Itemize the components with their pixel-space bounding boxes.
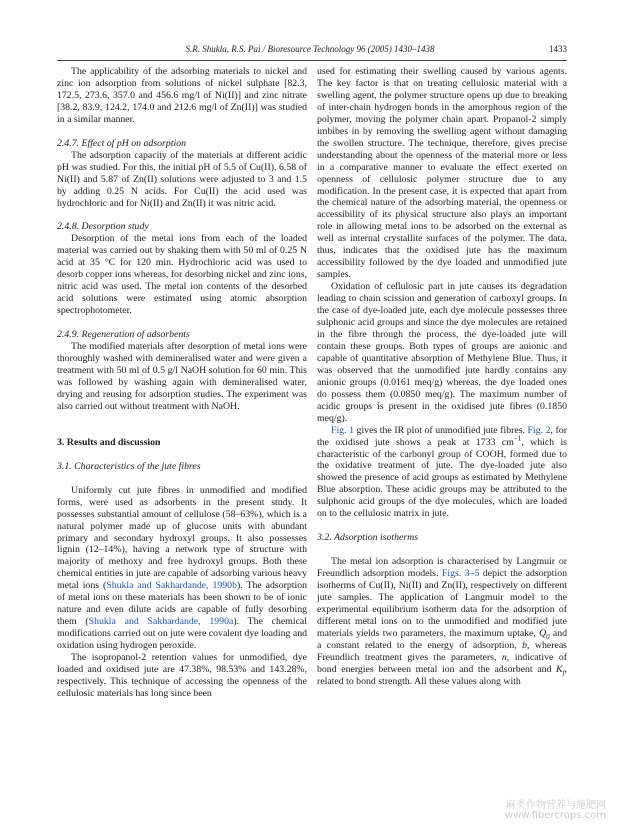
citation-link-shukla-1990a[interactable]: Shukla and Sakhardande, 1990a: [88, 616, 234, 628]
superscript-minus-one: −1: [513, 434, 522, 443]
citation-link-shukla-1990b[interactable]: Shukla and Sakhardande, 1990b: [106, 580, 237, 592]
heading-2-4-8: 2.4.8. Desorption study: [57, 221, 149, 233]
paragraph-desorption: Desorption of the metal ions from each of the loaded material was carried out by shaking them with 50 ml of 0.25 N acid at 35 °C for 120 min. Hydrochloric acid was used to desorb copper ions whereas, for desorbing nickel and zinc ions, nitric acid was used. The metal ion contents of the desorbed acid solutions were estimated using atomic absorption spectrophotometer.: [57, 233, 307, 317]
symbol-n: n: [501, 651, 507, 663]
paragraph-isopropanol-retention: The isopropanol-2 retention values for unmodified, dye loaded and oxidised jute are 47.38%, 98.53% and 143.28%, respectively. This technique of accessing the openness of the cellulosic materials has long since been: [57, 652, 307, 699]
paragraph-oxidation: Oxidation of cellulosic part in jute causes its degradation leading to chain scission and generation of carboxyl groups. In the case of dye-loaded jute, each dye molecule possesses three sulphonic acid groups and since the dye molecules are retained in the fibre through the process, the dye-loaded jute will contain these groups. Both types of groups are anionic and capable of quantitative absorption of Methylene Blue. Thus, it was observed that the unmodified jute hardly contains any anionic groups (0.0161 meq/g) whereas, the dye loaded ones do possess them (0.0850 meq/g). The maximum number of acidic groups is present in the oxidised jute fibres (0.1850 meq/g).: [317, 281, 567, 424]
heading-2-4-7: 2.4.7. Effect of pH on adsorption: [57, 137, 186, 149]
heading-2-4-9: 2.4.9. Regeneration of adsorbents: [57, 329, 190, 341]
watermark-line-2: www.fibercrops.com: [504, 810, 606, 821]
header-rule: [57, 60, 567, 61]
figure-link-fig1[interactable]: Fig. 1: [331, 424, 354, 436]
running-title: S.R. Shukla, R.S. Pai / Bioresource Technology 96 (2005) 1430–1438: [185, 44, 435, 54]
figure-link-figs-3-5[interactable]: Figs. 3–5: [441, 568, 480, 580]
page-number: 1433: [549, 44, 567, 54]
paragraph-isotherms: The metal ion adsorption is characterised by Langmuir or Freundlich adsorption models. Figs. 3–5 depict the adsorption isotherms of Cu(II), Ni(II) and Zn(II), respectively on different jute samples. The application of Langmuir model to the experimental equilibrium isotherm data for the adsorption of different metal ions on to the unmodified and modified jute materials yields two parameters, the maximum uptake, $Q_0$ and a constant related to the energy of adsorption, b, whereas Freundlich treatment gives the parameters, n, indicative of bond energies between metal ion and the adsorbent and $K_f$, related to bond strength. All these values along with: [317, 556, 567, 687]
paragraph-swelling-continued: used for estimating their swelling caused by various agents. The key factor is that on treating cellulosic material with a swelling agent, the polymer structure opens up due to breaking of inter-chain hydrogen bonds in the amorphous region of the polymer, moving the polymer chain apart. Propanol-2 simply imbibes in by removing the swelling agent without damaging the swollen structure. The technique, therefore, gives precise understanding about the openness of the material more or less in a comparative manner to evaluate the effect exerted on openness of cellulosic polymer structure due to any modification. In the present case, it is expected that apart from the chemical nature of the adsorbing material, the openness or accessibility of its physical structure also plays an important role in allowing metal ions to be adsorbed on the external as well as internal crystallite surfaces of the polymer. The data, thus, indicates that the oxidised jute has the maximum accessibility followed by the dye loaded and unmodified jute samples.: [317, 66, 567, 281]
symbol-kf: $K_f$: [556, 663, 565, 677]
paragraph-ph-effect: The adsorption capacity of the materials at different acidic pH was studied. For this, the initial pH of 5.5 of Cu(II), 6.58 of Ni(II) and 5.87 of Zn(II) solutions were adjusted to 3 and 1.5 by adding 0.25 N acids. For Cu(II) the acid used was hydrochloric and for Ni(II) and Zn(II) it was nitric acid.: [57, 149, 307, 209]
symbol-b: b: [522, 639, 528, 651]
heading-3-1: 3.1. Characteristics of the jute fibres: [57, 460, 201, 472]
heading-3-2: 3.2. Adsorption isotherms: [317, 532, 419, 544]
heading-3-results: 3. Results and discussion: [57, 436, 161, 448]
paragraph-jute-characteristics: Uniformly cut jute fibres in unmodified and modified forms, were used as adsorbents in the present study. It possesses substantial amount of cellulose (58–63%), which is a natural polymer made up of glucose units with abundant primary and secondary hydroxyl groups. It also possesses lignin (12–14%), having a network type of structure with majority of methoxy and free hydroxyl groups. Both these chemical entities in jute are capable of adsorbing various heavy metal ions (Shukla and Sakhardande, 1990b). The adsorption of metal ions on these materials has been shown to be of ionic nature and even dilute acids are capable of fully desorbing them (Shukla and Sakhardande, 1990a). The chemical modifications carried out on jute were covalent dye loading and oxidation using hydrogen peroxide.: [57, 484, 308, 652]
watermark-line-1: 麻类作物营养与施肥网: [506, 800, 606, 811]
paragraph-regeneration: The modified materials after desorption of metal ions were thoroughly washed with demineralised water and were given a treatment with 50 ml of 0.5 g/l NaOH solution for 60 min. This was followed by washing again with demineralised water, drying and reusing for adsorption studies. The experiment was also carried out without treatment with NaOH.: [57, 341, 307, 412]
left-column: [57, 66, 307, 700]
symbol-q0: $Q_0$: [539, 627, 550, 641]
paragraph-applicability: The applicability of the adsorbing materials to nickel and zinc ion adsorption from solutions of nickel sulphate [82.3, 172.5, 273.6, 357.0 and 456.6 mg/l of Ni(II)] and zinc nitrate [38.2, 83.9, 124.2, 174.0 and 212.6 mg/l of Zn(II)] was studied in a similar manner.: [57, 66, 307, 125]
right-column: [317, 66, 567, 688]
figure-link-fig2[interactable]: Fig. 2: [527, 424, 551, 436]
running-head: [0, 44, 620, 58]
paragraph-ir-plot: Fig. 1 gives the IR plot of unmodified jute fibres. Fig. 2, for the oxidised jute shows a peak at 1733 $cm^{-1}$, which is characteristic of the carbonyl group of COOH, formed due to the oxidative treatment of jute. The dye-loaded jute also showed the presence of acid groups as estimated by Methylene Blue absorption. These acidic groups may be attributed to the sulphonic acid groups of the dye molecules, which are loaded on to the cellulosic matrix in jute.: [317, 424, 567, 520]
